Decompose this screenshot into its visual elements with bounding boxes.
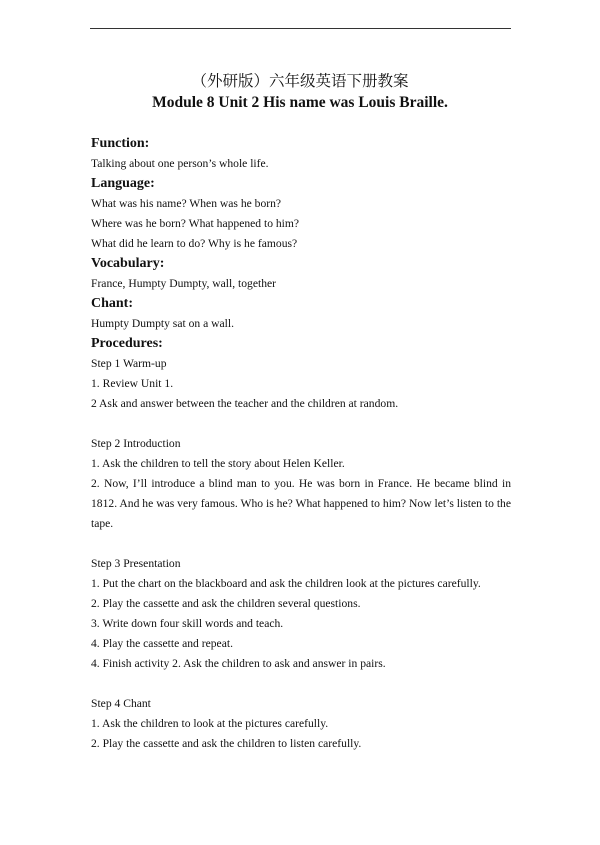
language-heading: Language: [91,176,155,191]
step-item: 4. Finish activity 2. Ask the children to ask and answer in pairs. [91,657,386,670]
step-item: 2 Ask and answer between the teacher and the children at random. [91,397,399,410]
chant-heading: Chant: [91,296,134,311]
step-title: Step 1 Warm-up [91,357,167,370]
step-item: 2. Now, I’ll introduce a blind man to you. He was born in France. He became blind in 1812. And he was very famous. Who is he? What happened to him? Now let’s listen to the tape. [91,477,511,530]
step-3 [91,554,511,674]
step-2 [91,434,511,534]
step-title: Step 4 Chant [91,697,151,710]
chant-section [91,294,511,334]
lesson-plan-body [91,134,511,754]
function-heading: Function: [91,136,150,151]
step-item: 4. Play the cassette and repeat. [91,637,233,650]
vocabulary-text: France, Humpty Dumpty, wall, together [91,277,277,290]
blank-line [91,534,511,554]
function-section [91,134,511,174]
step-item: 2. Play the cassette and ask the children to listen carefully. [91,737,362,750]
vocabulary-section [91,254,511,294]
step-title: Step 2 Introduction [91,437,181,450]
step-item: 1. Put the chart on the blackboard and ask the children look at the pictures carefully. [91,577,481,590]
language-section [91,174,511,254]
vocabulary-heading: Vocabulary: [91,256,165,271]
language-line: Where was he born? What happened to him? [91,217,300,230]
step-item: 2. Play the cassette and ask the children several questions. [91,597,361,610]
step-item: 1. Ask the children to tell the story about Helen Keller. [91,457,345,470]
chant-text: Humpty Dumpty sat on a wall. [91,317,234,330]
document-title-chinese: （外研版）六年级英语下册教案 [191,72,409,90]
language-line: What was his name? When was he born? [91,197,282,210]
top-rule [90,28,511,29]
step-item: 1. Ask the children to look at the pictures carefully. [91,717,329,730]
function-text: Talking about one person’s whole life. [91,157,269,170]
step-1 [91,354,511,414]
step-item: 3. Write down four skill words and teach. [91,617,284,630]
step-item: 1. Review Unit 1. [91,377,174,390]
procedures-section [91,334,511,754]
blank-line [91,414,511,434]
blank-line [91,674,511,694]
language-line: What did he learn to do? Why is he famous? [91,237,298,250]
document-title-english: Module 8 Unit 2 His name was Louis Braille. [152,94,448,111]
step-4 [91,694,511,754]
procedures-heading: Procedures: [91,336,163,351]
step-title: Step 3 Presentation [91,557,181,570]
